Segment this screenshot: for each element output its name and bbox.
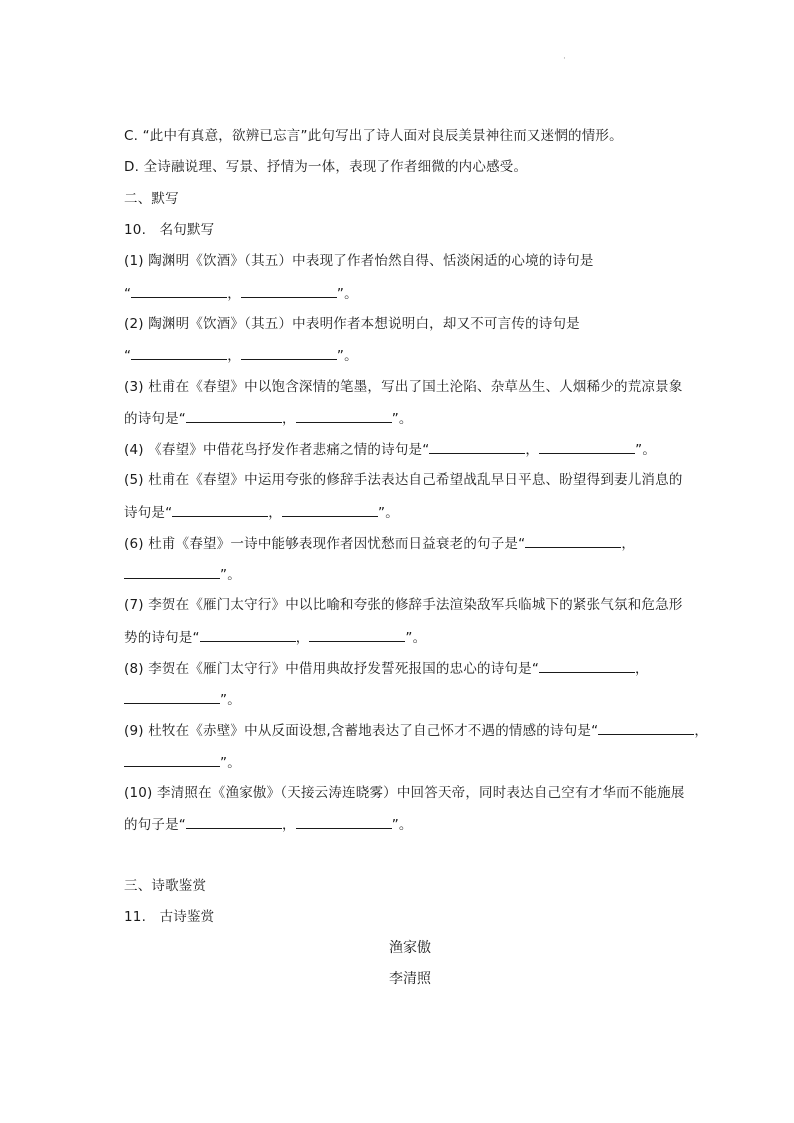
answer-blank[interactable] [241, 283, 337, 298]
answer-blank[interactable] [131, 345, 227, 360]
answer-blank[interactable] [124, 689, 220, 704]
item-3-answer: 的诗句是“ ， ”。 [124, 408, 413, 429]
answer-blank[interactable] [124, 564, 220, 579]
answer-blank[interactable] [539, 658, 635, 673]
item-6-lead: (6) 杜甫《春望》一诗中能够表现作者因忧愁而日益衰老的句子是“ ， [124, 533, 635, 554]
item-8-answer: ”。 [124, 689, 241, 710]
item-4: (4) 《春望》中借花鸟抒发作者悲痛之情的诗句是“ ， ”。 [124, 439, 656, 460]
item-7-answer: 势的诗句是“ ， ”。 [124, 627, 426, 648]
answer-blank[interactable] [241, 345, 337, 360]
answer-blank[interactable] [429, 439, 525, 454]
answer-blank[interactable] [296, 408, 392, 423]
answer-blank[interactable] [309, 627, 405, 642]
section-2-heading: 二、默写 [124, 191, 179, 207]
item-6-answer: ”。 [124, 564, 241, 585]
section-3-heading: 三、诗歌鉴赏 [124, 878, 207, 894]
answer-blank[interactable] [539, 439, 635, 454]
item-5-answer: 诗句是“ ， ”。 [124, 502, 399, 523]
item-9-lead: (9) 杜牧在《赤壁》中从反面设想,含蓄地表达了自己怀才不遇的情感的诗句是“ ， [124, 720, 708, 741]
answer-blank[interactable] [186, 408, 282, 423]
item-9-answer: ”。 [124, 752, 241, 773]
question-10-title [124, 220, 214, 240]
item-2-answer: “ ， ”。 [124, 345, 358, 366]
option-c: C. “此中有真意，欲辨已忘言”此句写出了诗人面对良辰美景神往而又迷惘的情形。 [124, 128, 623, 144]
poem-title: 渔家傲 [389, 940, 431, 956]
answer-blank[interactable] [525, 533, 621, 548]
item-3-lead: (3) 杜甫在《春望》中以饱含深情的笔墨，写出了国土沦陷、杂草丛生、人烟稀少的荒凉景象 [124, 379, 683, 395]
question-11-title [124, 907, 214, 927]
item-1-lead: (1) 陶渊明《饮酒》（其五）中表现了作者怡然自得、恬淡闲适的心境的诗句是 [124, 253, 594, 269]
item-8-lead: (8) 李贺在《雁门太守行》中借用典故抒发誓死报国的忠心的诗句是“ ， [124, 658, 649, 679]
item-2-lead: (2) 陶渊明《饮酒》（其五）中表明作者本想说明白，却又不可言传的诗句是 [124, 316, 580, 332]
answer-blank[interactable] [131, 283, 227, 298]
item-10-lead: (10) 李清照在《渔家傲》（天接云涛连晓雾）中回答天帝，同时表达自己空有才华而不能施展 [124, 785, 685, 801]
answer-blank[interactable] [186, 814, 282, 829]
page-mark: · [563, 54, 566, 64]
question-title: 古诗鉴赏 [159, 909, 215, 925]
item-5-lead: (5) 杜甫在《春望》中运用夸张的修辞手法表达自己希望战乱早日平息、盼望得到妻儿消息的 [124, 472, 683, 488]
answer-blank[interactable] [296, 814, 392, 829]
answer-blank[interactable] [598, 720, 694, 735]
item-1-answer: “ ， ”。 [124, 283, 358, 304]
option-d: D. 全诗融说理、写景、抒情为一体，表现了作者细微的内心感受。 [124, 159, 528, 175]
question-title: 名句默写 [159, 222, 215, 238]
question-number: 11. [124, 909, 147, 925]
question-number: 10. [124, 222, 147, 238]
answer-blank[interactable] [124, 752, 220, 767]
item-10-answer: 的句子是“ ， ”。 [124, 814, 413, 835]
answer-blank[interactable] [282, 502, 378, 517]
answer-blank[interactable] [172, 502, 268, 517]
item-7-lead: (7) 李贺在《雁门太守行》中以比喻和夸张的修辞手法渲染敌军兵临城下的紧张气氛和危急形 [124, 597, 683, 613]
poem-author: 李清照 [389, 971, 431, 987]
answer-blank[interactable] [200, 627, 296, 642]
